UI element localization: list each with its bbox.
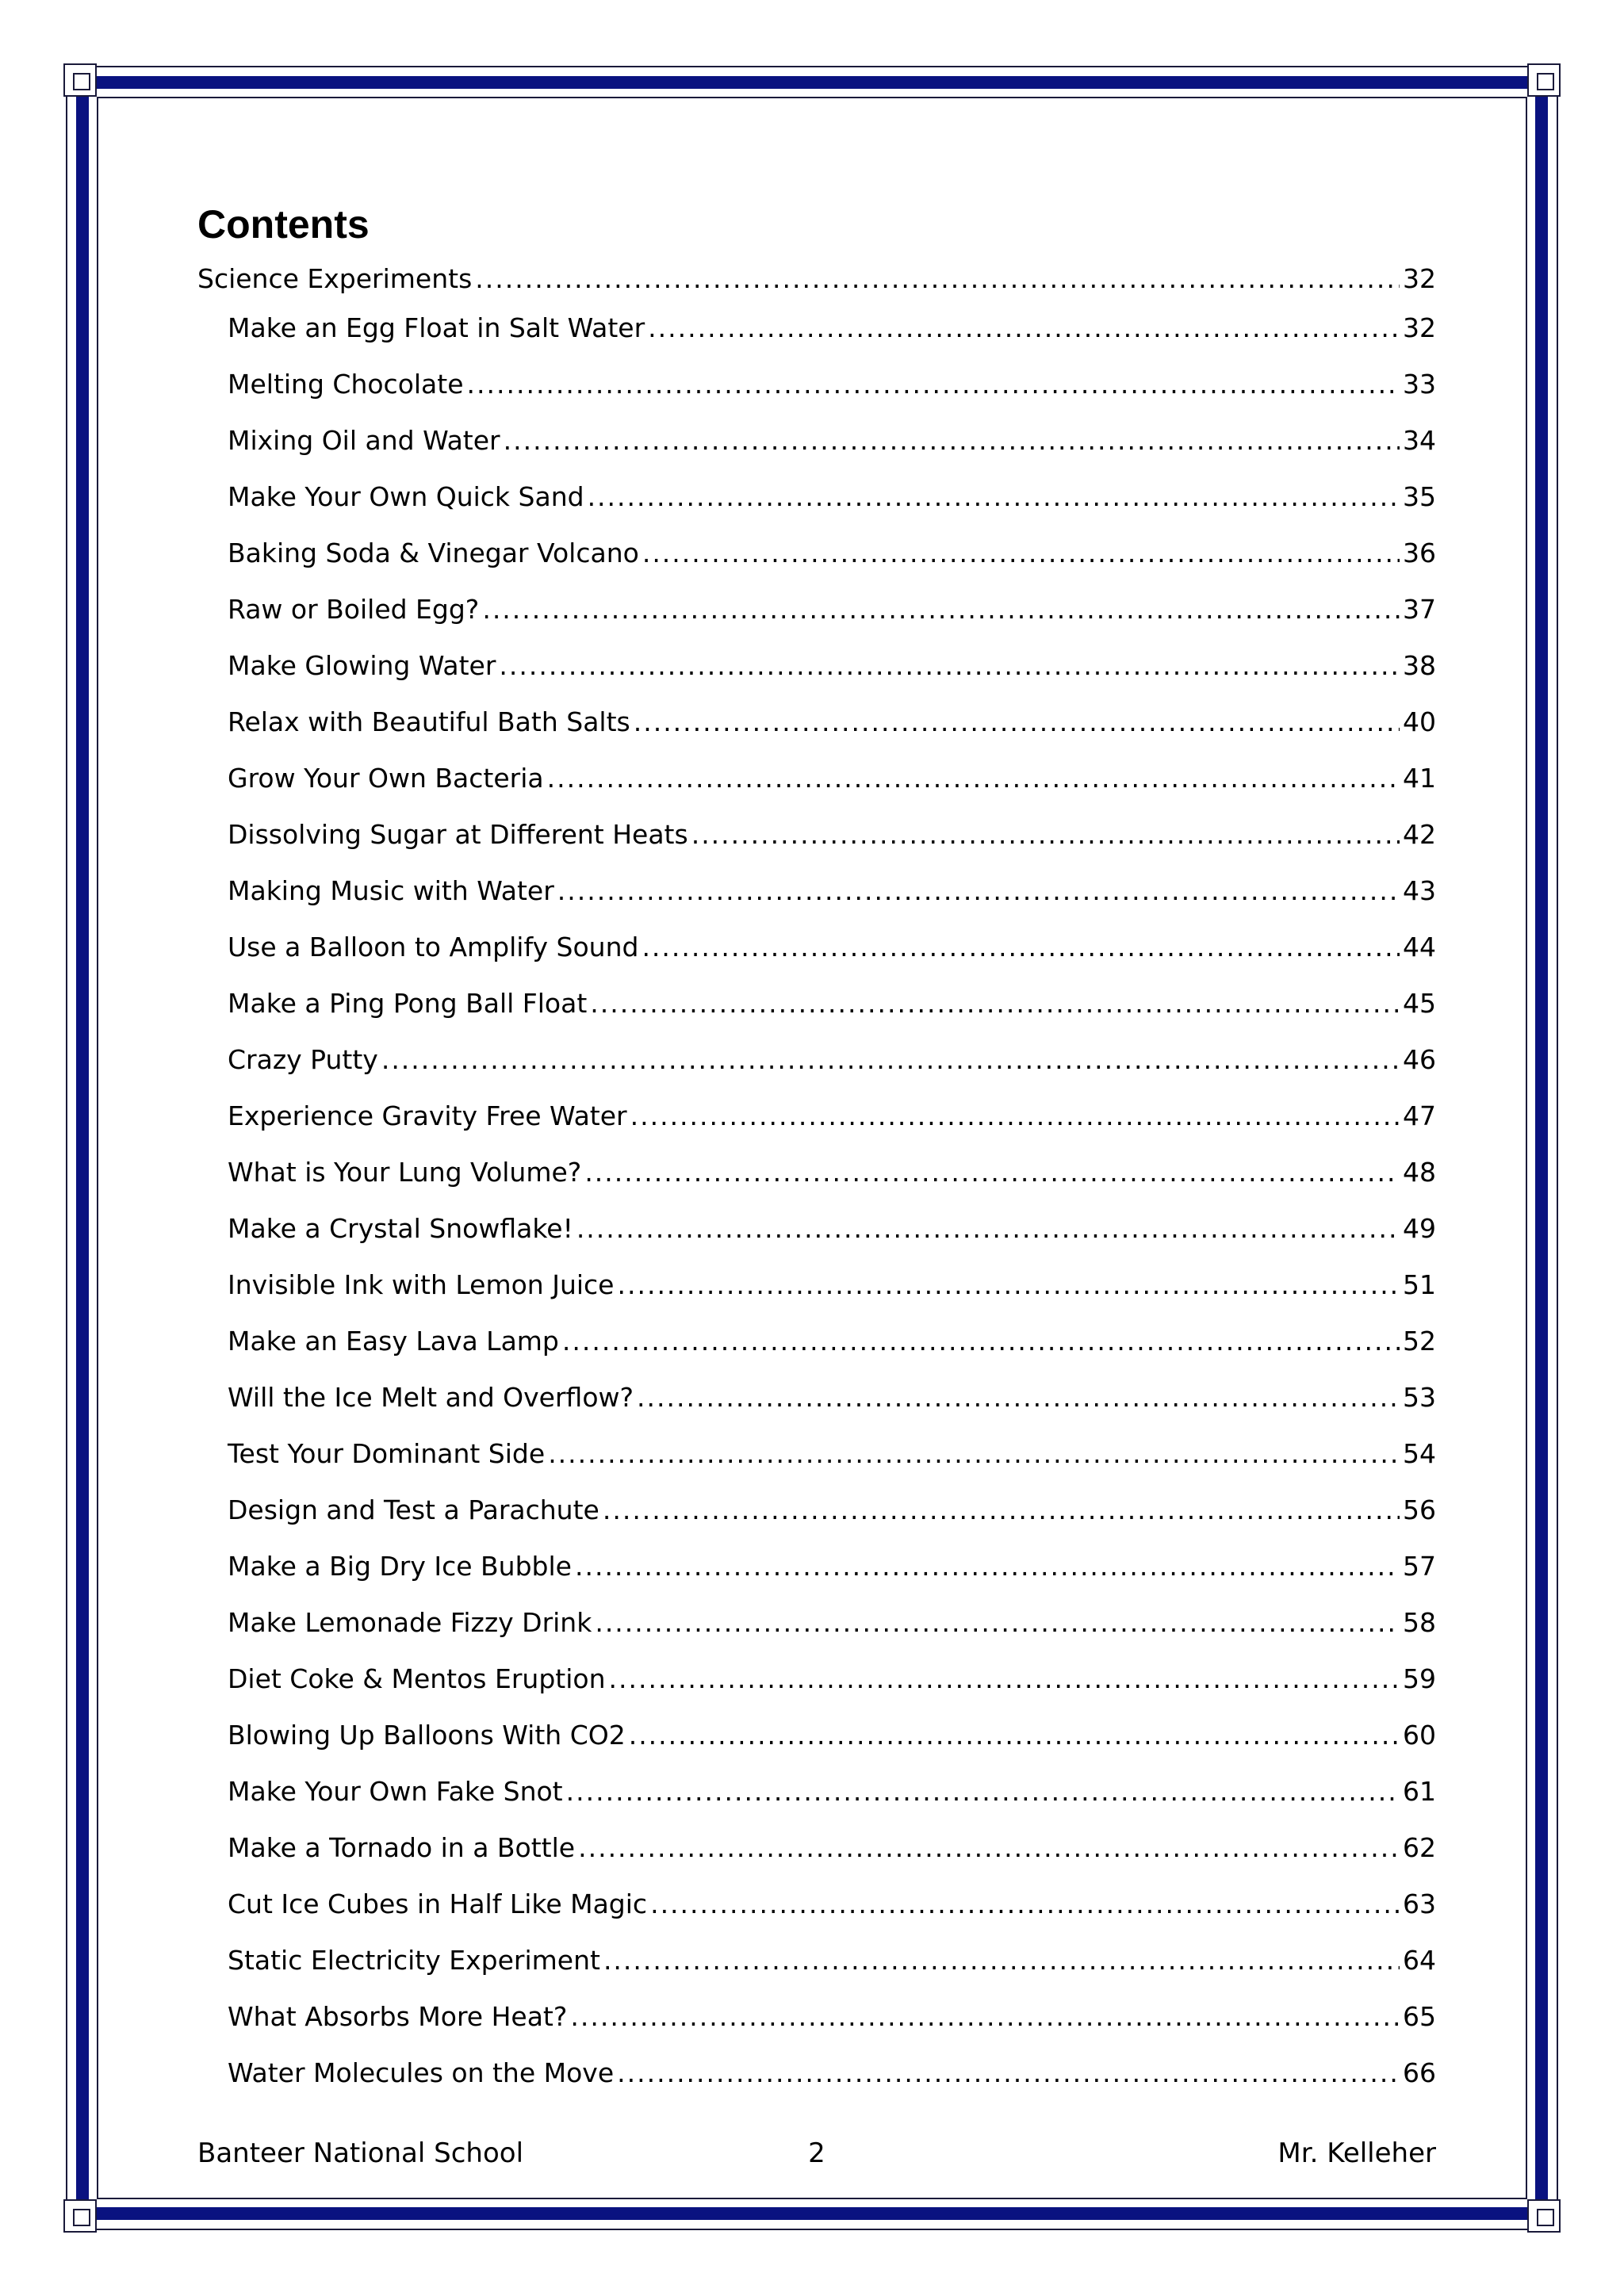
toc-dot-leader	[576, 1213, 1400, 1244]
toc-entry-title: Make Lemonade Fizzy Drink	[228, 1607, 592, 1638]
toc-dot-leader	[691, 819, 1400, 850]
toc-dot-leader	[575, 1551, 1400, 1582]
toc-entry-page: 63	[1403, 1888, 1436, 1919]
toc-entry[interactable]	[197, 1326, 1436, 1382]
toc-dot-leader	[381, 1044, 1400, 1075]
toc-entry[interactable]	[197, 1945, 1436, 2001]
toc-dot-leader	[482, 594, 1400, 625]
toc-entry-page: 62	[1403, 1832, 1436, 1863]
toc-entry-title: Cut Ice Cubes in Half Like Magic	[228, 1888, 648, 1919]
toc-entry[interactable]	[197, 2057, 1436, 2114]
toc-entry[interactable]	[197, 263, 1436, 312]
toc-dot-leader	[584, 1157, 1400, 1188]
toc-dot-leader	[499, 650, 1400, 681]
toc-dot-leader	[634, 706, 1400, 737]
toc-dot-leader	[603, 1945, 1400, 1976]
toc-entry-title: Blowing Up Balloons With CO2	[228, 1720, 626, 1751]
toc-entry-page: 36	[1403, 538, 1436, 568]
toc-entry[interactable]	[197, 1832, 1436, 1888]
toc-entry-page: 47	[1403, 1100, 1436, 1131]
toc-dot-leader	[642, 538, 1400, 568]
toc-entry-title: Grow Your Own Bacteria	[228, 763, 544, 794]
border-corner-ornament	[63, 63, 97, 97]
toc-dot-leader	[629, 1720, 1400, 1751]
toc-entry-page: 33	[1403, 369, 1436, 400]
toc-entry[interactable]	[197, 1044, 1436, 1100]
toc-dot-leader	[475, 263, 1400, 294]
toc-entry[interactable]	[197, 1213, 1436, 1269]
table-of-contents	[197, 197, 1436, 2114]
toc-entry-title: Raw or Boiled Egg?	[228, 594, 480, 625]
toc-entry[interactable]	[197, 594, 1436, 650]
toc-entry-title: Make Your Own Fake Snot	[228, 1776, 563, 1807]
toc-dot-leader	[609, 1663, 1400, 1694]
toc-entry-title: What is Your Lung Volume?	[228, 1157, 582, 1188]
toc-entry-page: 66	[1403, 2057, 1436, 2088]
toc-entry-page: 64	[1403, 1945, 1436, 1976]
toc-entry-title: Use a Balloon to Amplify Sound	[228, 932, 639, 962]
toc-entry-page: 32	[1403, 263, 1436, 294]
toc-entry-title: Make a Ping Pong Ball Float	[228, 988, 588, 1019]
toc-dot-leader	[617, 2057, 1400, 2088]
toc-entry[interactable]	[197, 481, 1436, 538]
toc-entry[interactable]	[197, 1776, 1436, 1832]
toc-entry[interactable]	[197, 932, 1436, 988]
toc-entry-page: 54	[1403, 1438, 1436, 1469]
toc-entry-page: 40	[1403, 706, 1436, 737]
toc-entry[interactable]	[197, 1494, 1436, 1551]
toc-entry-page: 45	[1403, 988, 1436, 1019]
toc-entry-title: Make a Tornado in a Bottle	[228, 1832, 576, 1863]
toc-entry-page: 42	[1403, 819, 1436, 850]
toc-dot-leader	[557, 875, 1400, 906]
toc-dot-leader	[642, 932, 1400, 962]
toc-entry-page: 57	[1403, 1551, 1436, 1582]
toc-entry-page: 51	[1403, 1269, 1436, 1300]
toc-dot-leader	[648, 312, 1400, 343]
toc-entry-title: Crazy Putty	[228, 1044, 378, 1075]
toc-entry-page: 48	[1403, 1157, 1436, 1188]
toc-entry[interactable]	[197, 1720, 1436, 1776]
border-corner-ornament	[63, 2199, 97, 2233]
toc-entry[interactable]	[197, 1157, 1436, 1213]
toc-entry-title: Make Glowing Water	[228, 650, 496, 681]
toc-entry-title: Invisible Ink with Lemon Juice	[228, 1269, 615, 1300]
toc-dot-leader	[588, 481, 1400, 512]
toc-entry-page: 34	[1403, 425, 1436, 456]
toc-entry[interactable]	[197, 1663, 1436, 1720]
toc-entry[interactable]	[197, 425, 1436, 481]
toc-entry-page: 61	[1403, 1776, 1436, 1807]
toc-dot-leader	[650, 1888, 1400, 1919]
page-footer	[197, 2137, 1436, 2175]
toc-entry[interactable]	[197, 1438, 1436, 1494]
toc-entry[interactable]	[197, 312, 1436, 369]
toc-dot-leader	[547, 763, 1400, 794]
toc-entry-title: What Absorbs More Heat?	[228, 2001, 568, 2032]
toc-entry-page: 38	[1403, 650, 1436, 681]
toc-entry-title: Static Electricity Experiment	[228, 1945, 600, 1976]
toc-entry-page: 43	[1403, 875, 1436, 906]
footer-school-name: Banteer National School	[197, 2137, 524, 2169]
toc-dot-leader	[467, 369, 1400, 400]
toc-entry[interactable]	[197, 1888, 1436, 1945]
toc-entry-page: 32	[1403, 312, 1436, 343]
toc-entry-page: 37	[1403, 594, 1436, 625]
toc-dot-leader	[570, 2001, 1400, 2032]
toc-entry[interactable]	[197, 1607, 1436, 1663]
toc-entry-title: Make Your Own Quick Sand	[228, 481, 584, 512]
toc-entry-title: Water Molecules on the Move	[228, 2057, 615, 2088]
toc-entry-title: Make an Egg Float in Salt Water	[228, 312, 645, 343]
toc-dot-leader	[590, 988, 1400, 1019]
toc-entry[interactable]	[197, 2001, 1436, 2057]
toc-entry-page: 53	[1403, 1382, 1436, 1413]
toc-entry[interactable]	[197, 538, 1436, 594]
toc-entry-title: Make an Easy Lava Lamp	[228, 1326, 559, 1357]
toc-dot-leader	[595, 1607, 1400, 1638]
toc-entry[interactable]	[197, 1269, 1436, 1326]
toc-entry-title: Will the Ice Melt and Overflow?	[228, 1382, 634, 1413]
toc-entry-title: Design and Test a Parachute	[228, 1494, 599, 1525]
toc-dot-leader	[566, 1776, 1400, 1807]
toc-entry-page: 60	[1403, 1720, 1436, 1751]
toc-entry-page: 49	[1403, 1213, 1436, 1244]
toc-entry[interactable]	[197, 1551, 1436, 1607]
toc-entry-title: Mixing Oil and Water	[228, 425, 500, 456]
toc-entry[interactable]	[197, 763, 1436, 819]
toc-entry-title: Test Your Dominant Side	[228, 1438, 546, 1469]
toc-entry-page: 56	[1403, 1494, 1436, 1525]
toc-entry-title: Baking Soda & Vinegar Volcano	[228, 538, 639, 568]
toc-entry-page: 59	[1403, 1663, 1436, 1694]
toc-entry-page: 35	[1403, 481, 1436, 512]
toc-entry-page: 44	[1403, 932, 1436, 962]
toc-entry[interactable]	[197, 1382, 1436, 1438]
toc-entry-page: 46	[1403, 1044, 1436, 1075]
toc-entry-title: Make a Crystal Snowflake!	[228, 1213, 573, 1244]
toc-entry-page: 52	[1403, 1326, 1436, 1357]
toc-dot-leader	[637, 1382, 1400, 1413]
toc-entry[interactable]	[197, 988, 1436, 1044]
toc-entry[interactable]	[197, 369, 1436, 425]
toc-dot-leader	[548, 1438, 1400, 1469]
toc-dot-leader	[630, 1100, 1400, 1131]
footer-page-number: 2	[808, 2137, 825, 2169]
toc-entry[interactable]	[197, 706, 1436, 763]
toc-dot-leader	[617, 1269, 1400, 1300]
toc-entry-title: Experience Gravity Free Water	[228, 1100, 627, 1131]
toc-entry-page: 65	[1403, 2001, 1436, 2032]
toc-entry-title: Melting Chocolate	[228, 369, 464, 400]
toc-dot-leader	[504, 425, 1400, 456]
toc-dot-leader	[562, 1326, 1400, 1357]
toc-entry-title: Relax with Beautiful Bath Salts	[228, 706, 630, 737]
border-corner-ornament	[1527, 2199, 1561, 2233]
toc-list	[197, 263, 1436, 2114]
toc-entry-page: 58	[1403, 1607, 1436, 1638]
toc-entry-title: Diet Coke & Mentos Eruption	[228, 1663, 606, 1694]
toc-dot-leader	[603, 1494, 1400, 1525]
toc-entry-title: Making Music with Water	[228, 875, 554, 906]
footer-author: Mr. Kelleher	[1277, 2137, 1436, 2169]
toc-heading: Contents	[197, 202, 370, 247]
toc-entry-title: Science Experiments	[197, 263, 473, 294]
toc-dot-leader	[578, 1832, 1400, 1863]
toc-entry-page: 41	[1403, 763, 1436, 794]
toc-entry-title: Dissolving Sugar at Different Heats	[228, 819, 688, 850]
toc-entry[interactable]	[197, 819, 1436, 875]
border-corner-ornament	[1527, 63, 1561, 97]
toc-entry[interactable]	[197, 875, 1436, 932]
toc-entry-title: Make a Big Dry Ice Bubble	[228, 1551, 572, 1582]
toc-entry[interactable]	[197, 650, 1436, 706]
toc-entry[interactable]	[197, 1100, 1436, 1157]
